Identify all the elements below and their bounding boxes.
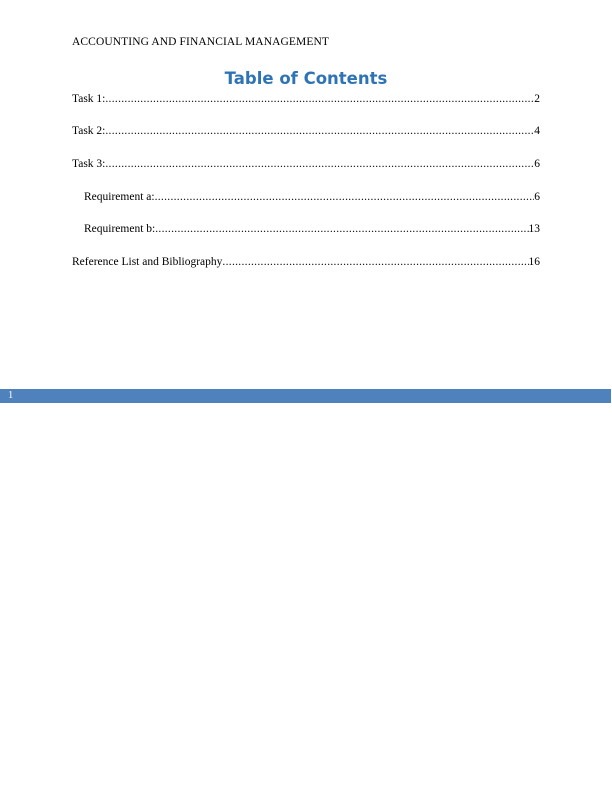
toc-entry-requirement-b[interactable] <box>84 222 540 236</box>
toc-entry-requirement-a[interactable] <box>84 190 540 204</box>
toc-entry-label: Task 1: <box>72 93 106 105</box>
toc-dot-leader <box>155 222 528 236</box>
toc-entry-page: 6 <box>534 158 540 170</box>
toc-dot-leader <box>105 92 534 106</box>
running-header: ACCOUNTING AND FINANCIAL MANAGEMENT <box>72 36 330 48</box>
toc-dot-leader <box>105 157 534 171</box>
toc-entry-task-1[interactable] <box>72 92 540 106</box>
toc-dot-leader <box>222 255 528 269</box>
toc-entry-page: 6 <box>534 191 540 203</box>
toc-entry-page: 2 <box>534 93 540 105</box>
toc-entry-task-3[interactable] <box>72 157 540 171</box>
toc-entry-page: 4 <box>534 125 540 137</box>
toc-entry-label: Requirement b: <box>84 223 156 235</box>
toc-entry-page: 13 <box>528 223 540 235</box>
toc-title: Table of Contents <box>224 69 388 88</box>
toc-dot-leader <box>105 124 534 138</box>
toc-entry-label: Task 2: <box>72 125 106 137</box>
toc-entry-page: 16 <box>528 256 540 268</box>
toc-entry-reference-list[interactable] <box>72 255 540 269</box>
toc-entry-label: Reference List and Bibliography <box>72 256 223 268</box>
toc-dot-leader <box>155 190 535 204</box>
toc-entry-task-2[interactable] <box>72 124 540 138</box>
toc-entry-label: Task 3: <box>72 158 106 170</box>
toc-entry-label: Requirement a: <box>84 191 155 203</box>
footer-bar <box>0 389 611 403</box>
page-number: 1 <box>8 390 14 401</box>
